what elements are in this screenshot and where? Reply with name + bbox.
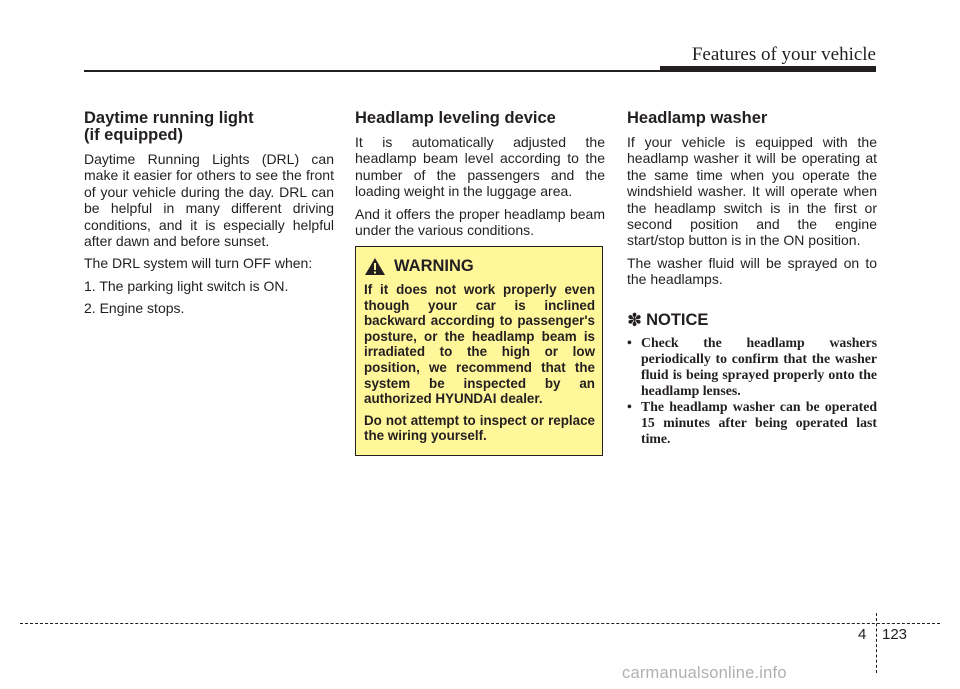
drl-heading [84, 110, 334, 144]
drl-list-item: 2. Engine stops. [84, 300, 185, 317]
leveling-paragraph: It is automatically adjusted the headlamp beam level according to the number of the passengers and the loading weight in the luggage area. [355, 134, 605, 200]
leveling-paragraph-2: And it offers the proper headlamp beam under the various conditions. [355, 205, 605, 239]
notice-header [627, 310, 877, 331]
notice-list [627, 335, 877, 447]
washer-paragraph-2: The washer fluid will be sprayed on to the headlamps. [627, 254, 877, 288]
bullet-icon: • [627, 398, 632, 414]
drl-heading-line2: (if equipped) [84, 126, 183, 144]
bullet-icon: • [627, 334, 632, 350]
notice-star-icon: ✽ [627, 309, 643, 330]
warning-triangle-icon [364, 257, 386, 276]
footer-divider [876, 613, 877, 673]
notice-title: NOTICE [646, 310, 709, 329]
notice-item [627, 399, 877, 447]
page-header-title: Features of your vehicle [691, 44, 876, 65]
warning-text: If it does not work properly even though your car is inclined backward according to passenger's posture, or the headlamp beam is irradiated to the high or low position, we recommend that the system be inspected by an authorized HYUNDAI dealer. [364, 282, 595, 407]
drl-heading-line1: Daytime running light [84, 109, 254, 127]
notice-item-text: Check the headlamp washers periodically to confirm that the washer fluid is being sprayed properly onto the headlamp lenses. [641, 334, 877, 398]
washer-paragraph: If your vehicle is equipped with the headlamp washer it will be operating at the same time when you operate the windshield washer. It will operate when the headlamp switch is in the first or second position and the engine start/stop button is in the ON position. [627, 134, 877, 249]
drl-paragraph: Daytime Running Lights (DRL) can make it easier for others to see the front of your vehicle during the day. DRL can be helpful in many different driving conditions, and it is especially helpful after dawn and before sunset. [84, 151, 334, 250]
header-rule-accent [660, 66, 876, 72]
column-headlamp-leveling [355, 110, 605, 244]
drl-off-intro: The DRL system will turn OFF when: [84, 255, 313, 272]
drl-list-item: 1. The parking light switch is ON. [84, 277, 289, 294]
notice-item [627, 335, 877, 399]
leveling-heading: Headlamp leveling device [355, 109, 556, 127]
column-daytime-running-light [84, 110, 334, 323]
warning-text-2: Do not attempt to inspect or replace the wiring yourself. [364, 412, 595, 444]
footer-rule [20, 623, 940, 624]
warning-box [355, 246, 603, 456]
section-number: 4 [858, 626, 867, 643]
washer-heading: Headlamp washer [627, 109, 768, 127]
column-headlamp-washer [627, 110, 877, 447]
page-number: 123 [882, 626, 908, 643]
warning-title: WARNING [394, 257, 474, 275]
warning-header [364, 257, 595, 276]
notice-item-text: The headlamp washer can be operated 15 minutes after being operated last time. [641, 398, 877, 446]
watermark-text: carmanualsonline.info [622, 664, 787, 682]
